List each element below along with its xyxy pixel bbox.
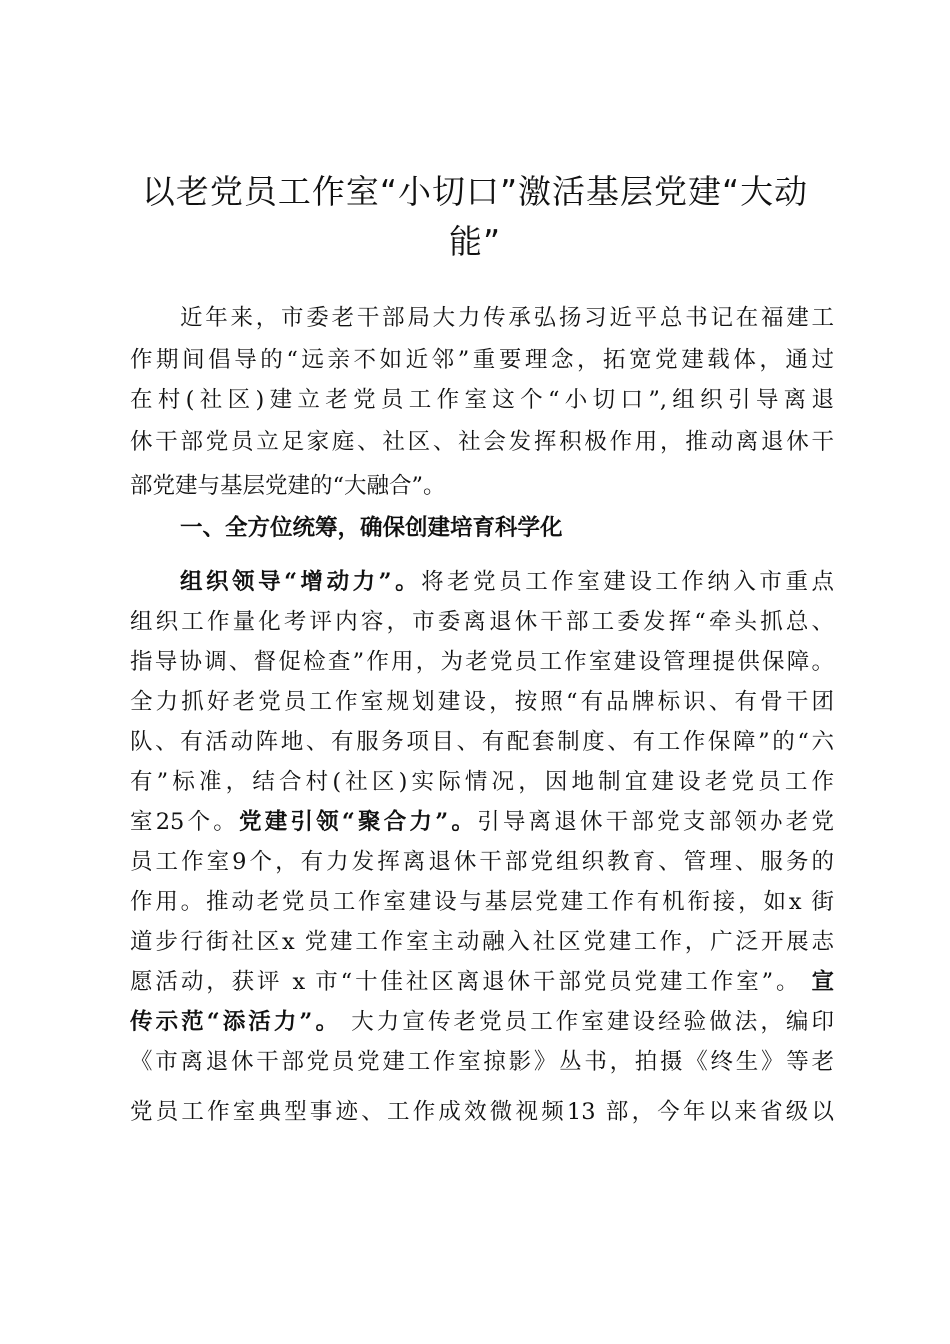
bold-subheading: 宣 [811, 969, 834, 995]
paragraph-line: 队、有活动阵地、有服务项目、有配套制度、有工作保障”的“六 [130, 729, 834, 755]
document-title-line-1: 以老党员工作室“小切口”激活基层党建“大动 [141, 172, 809, 211]
paragraph-line [130, 802, 834, 842]
intro-line: 作期间倡导的“远亲不如近邻”重要理念，拓宽党建载体，通过 [130, 347, 834, 373]
text-run: 大力宣传老党员工作室建设经验做法，编印 [341, 1009, 834, 1035]
paragraph-line: 全力抓好老党员工作室规划建设，按照“有品牌标识、有骨干团 [130, 689, 834, 715]
paragraph-line: 作用。推动老党员工作室建设与基层党建工作有机衔接，如x 街 [130, 889, 834, 915]
intro-line: 在村(社区)建立老党员工作室这个“小切口”,组织引导离退 [130, 387, 834, 413]
paragraph-line: 有”标准，结合村(社区)实际情况，因地制宜建设老党员工作 [130, 769, 834, 795]
paragraph-line: 指导协调、督促检查”作用，为老党员工作室建设管理提供保障。 [130, 649, 834, 675]
bold-subheading: 传示范“添活力”。 [130, 1009, 342, 1035]
section-heading: 一、全方位统筹，确保创建培育科学化 [180, 515, 563, 541]
paragraph-line: 《市离退休干部党员党建工作室掠影》丛书，拍摄《终生》等老 [130, 1049, 834, 1075]
document-title-line-2: 能” [448, 222, 502, 261]
intro-line: 近年来，市委老干部局大力传承弘扬习近平总书记在福建工 [180, 305, 834, 331]
paragraph-line: 党员工作室典型事迹、工作成效微视频13 部，今年以来省级以 [130, 1099, 834, 1125]
intro-line: 部党建与基层党建的“大融合”。 [130, 473, 446, 499]
paragraph-line: 道步行街社区x 党建工作室主动融入社区党建工作，广泛开展志 [130, 929, 834, 955]
paragraph-line: 员工作室9个，有力发挥离退休干部党组织教育、管理、服务的 [130, 849, 834, 875]
paragraph-line: 组织工作量化考评内容，市委离退休干部工委发挥“牵头抓总、 [130, 609, 834, 635]
text-run: 室25个。 [130, 809, 240, 835]
paragraph-line [130, 1002, 834, 1042]
text-run: 引导离退休干部党支部领办老党 [477, 809, 834, 835]
paragraph-line [180, 562, 834, 602]
text-run: 将老党员工作室建设工作纳入市重点 [421, 569, 834, 595]
text-run: 愿活动，获评 x 市“十佳社区离退休干部党员党建工作室”。 [130, 969, 812, 995]
bold-subheading: 组织领导“增动力”。 [180, 569, 422, 595]
intro-line: 休干部党员立足家庭、社区、社会发挥积极作用，推动离退休干 [130, 429, 834, 455]
bold-subheading: 党建引领“聚合力”。 [239, 809, 478, 835]
paragraph-line [130, 962, 834, 1002]
